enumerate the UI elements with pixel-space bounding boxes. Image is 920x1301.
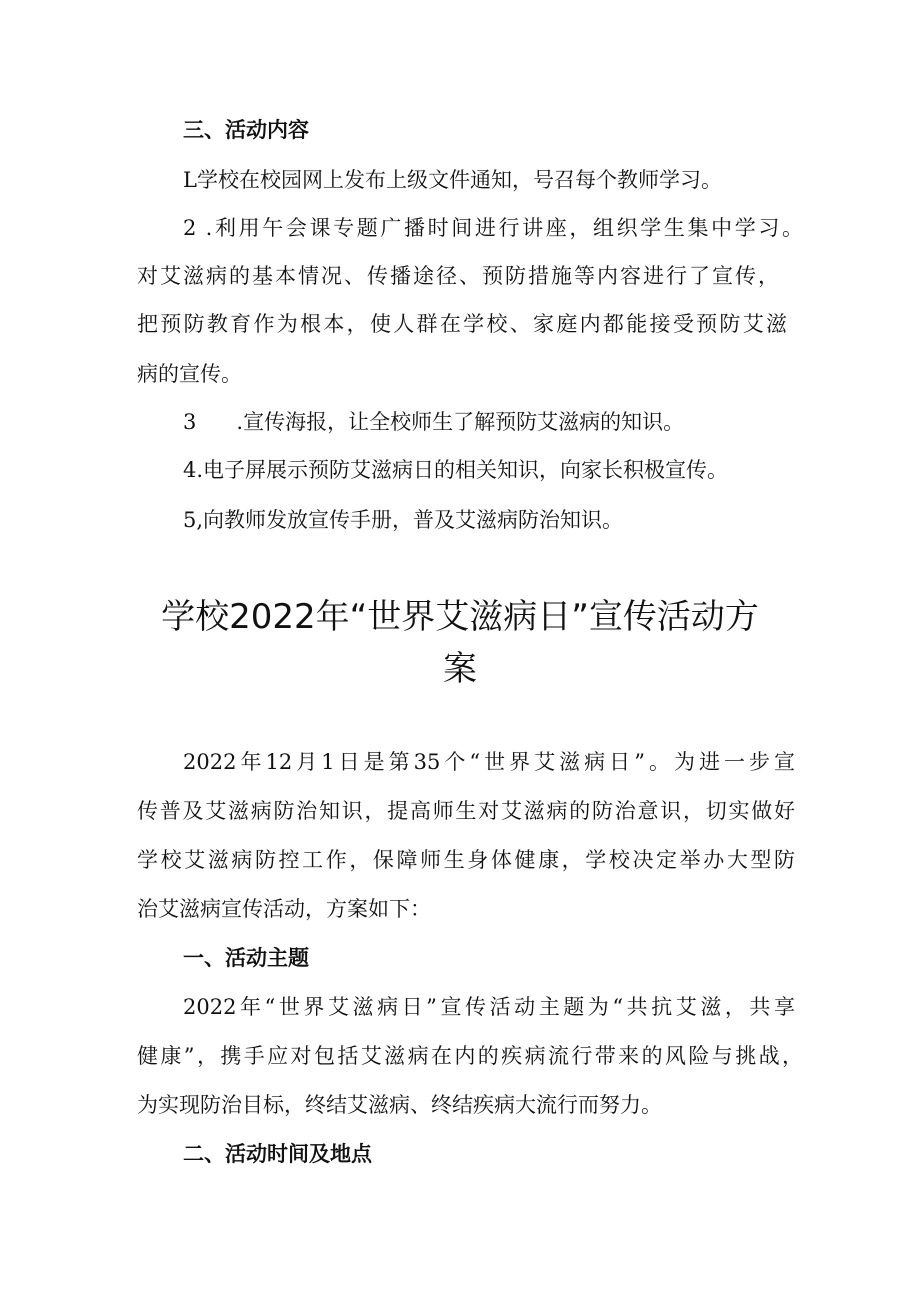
theme-line: 2022年“世界艾滋病日”宣传活动主题为“共抗艾滋，共享 xyxy=(183,995,795,1019)
theme-line: 为实现防治目标，终结艾滋病、终结疾病大流行而努力。 xyxy=(137,1093,662,1117)
document-title-continuation: 案 xyxy=(443,649,477,689)
intro-line: 传普及艾滋病防治知识，提高师生对艾滋病的防治意识，切实做好 xyxy=(137,799,795,823)
theme-line: 健康”，携手应对包括艾滋病在内的疾病流行带来的风险与挑战， xyxy=(137,1044,803,1068)
section-3-heading: 三、活动内容 xyxy=(183,118,309,142)
paragraph-line: 对艾滋病的基本情况、传播途径、预防措施等内容进行了宣传， xyxy=(137,264,779,288)
section-2-heading: 二、活动时间及地点 xyxy=(183,1142,372,1166)
intro-line: 2022年12月1日是第35个“世界艾滋病日”。为进一步宣 xyxy=(183,750,795,774)
intro-line: 治艾滋病宣传活动，方案如下： xyxy=(137,897,431,921)
intro-line: 学校艾滋病防控工作，保障师生身体健康，学校决定举办大型防 xyxy=(137,848,795,872)
paragraph-line: 病的宣传。 xyxy=(137,362,242,386)
paragraph-line: 4.电子屏展示预防艾滋病日的相关知识，向家长积极宣传。 xyxy=(183,458,729,482)
paragraph-line: 2 .利用午会课专题广播时间进行讲座，组织学生集中学习。 xyxy=(183,216,803,240)
paragraph-line: 5,向教师发放宣传手册，普及艾滋病防治知识。 xyxy=(183,508,624,532)
paragraph-line: L学校在校园网上发布上级文件通知，号召每个教师学习。 xyxy=(183,168,722,192)
document-title: 学校2022年“世界艾滋病日”宣传活动方 xyxy=(161,597,759,637)
paragraph-line: 3 .宣传海报，让全校师生了解预防艾滋病的知识。 xyxy=(183,410,685,434)
paragraph-line: 把预防教育作为根本，使人群在学校、家庭内都能接受预防艾滋 xyxy=(137,312,787,336)
section-1-heading: 一、活动主题 xyxy=(183,946,309,970)
